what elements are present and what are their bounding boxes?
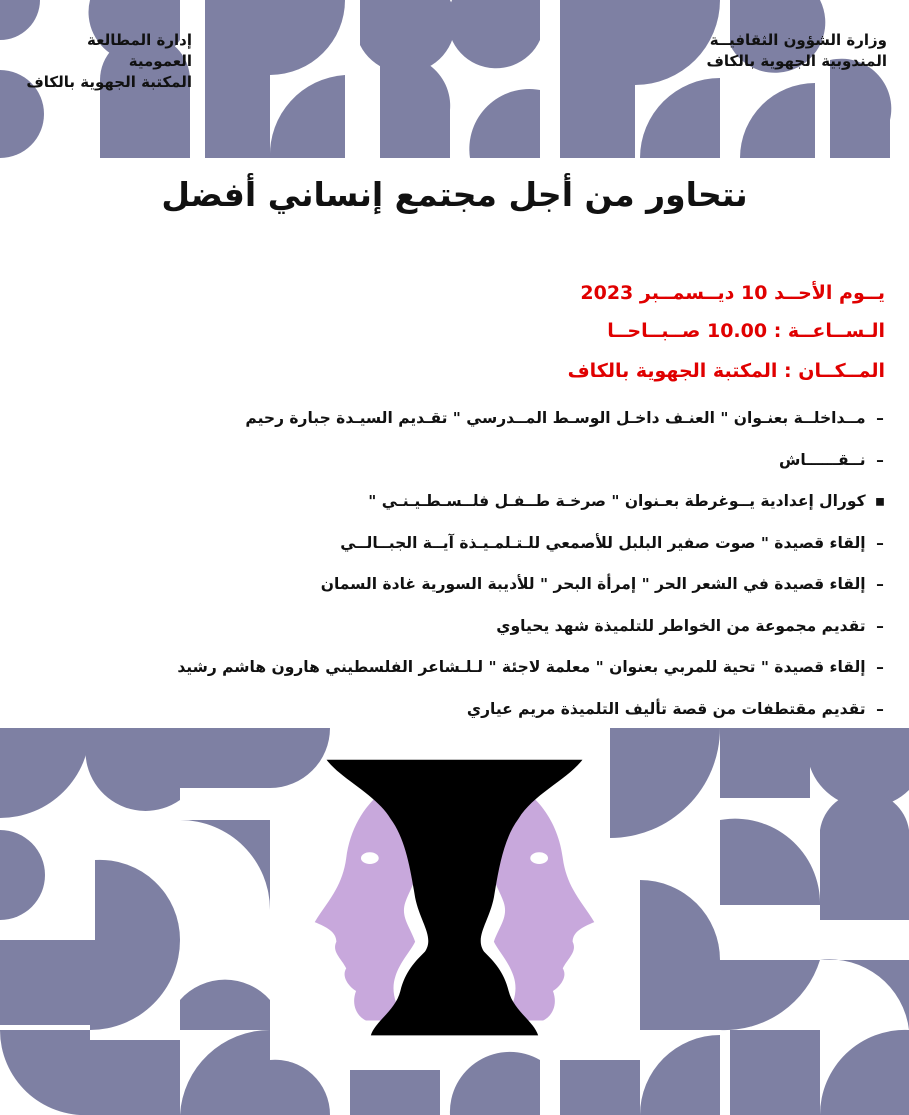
poster-title: نتحاور من أجل مجتمع إنساني أفضل: [161, 175, 748, 214]
agenda-bullet: ▪: [874, 492, 886, 510]
library-header-line2: المكتبة الجهوية بالكاف: [26, 73, 192, 91]
agenda-bullet: –: [876, 450, 884, 469]
agenda-bullet: –: [876, 575, 884, 593]
agenda-bullet: –: [876, 409, 884, 427]
agenda-item: [29, 564, 889, 606]
library-header-line1: إدارة المطالعة العمومية: [87, 31, 192, 70]
agenda-item-text: كورال إعدادية يــوغرطة بعـنوان " صرخـة طــفـل فلــسـطـيـنـي ": [368, 492, 866, 510]
agenda-item-text: تقديم مجموعة من الخواطر للتلميذة شهد يحياوي: [496, 616, 866, 635]
library-header: [22, 30, 192, 93]
agenda-bullet: –: [876, 699, 884, 718]
agenda-item-text: إلقاء قصيدة " صوت صفير البلبل للأصمعي للـتـلمـيـذة آيــة الجبــالــي: [340, 533, 866, 552]
agenda-item: [29, 398, 889, 440]
event-date: يــوم الأحــد 10 ديــسمــبر 2023: [580, 282, 885, 304]
agenda-item-text: إلقاء قصيدة في الشعر الحر " إمرأة البحر " للأديبة السورية غادة السمان: [320, 575, 866, 593]
agenda-item-text: إلقاء قصيدة " تحية للمربي بعنوان " معلمة لاجئة " لـلـشاعر الفلسطيني هارون هاشم رشيد: [177, 658, 866, 676]
ministry-header-line2: المندوبية الجهوية بالكاف: [706, 52, 887, 70]
left-face-eye: [361, 852, 379, 864]
agenda-item: [29, 689, 889, 731]
agenda-bullet: –: [876, 616, 884, 635]
event-time: الـســاعــة : 10.00 صــبــاحــا: [607, 320, 885, 342]
agenda-item: [29, 481, 889, 523]
ministry-header: [687, 30, 887, 72]
agenda-item: [29, 647, 889, 689]
vase-faces-illustration: [297, 740, 612, 1055]
agenda-item-text: مــداخلــة بعنـوان " العنـف داخـل الوسـط المــدرسي " تقـديم السيـدة جبارة رحيم: [245, 409, 866, 427]
event-place: المــكــان : المكتبة الجهوية بالكاف: [567, 360, 885, 382]
agenda-item: [29, 440, 889, 482]
ministry-header-line1: وزارة الشؤون الثقافيــة: [709, 31, 887, 49]
agenda-bullet: –: [876, 658, 884, 676]
agenda-item: [29, 606, 889, 648]
agenda-item-text: تقديم مقتطفات من قصة تأليف التلميذة مريم عياري: [466, 699, 866, 718]
agenda-bullet: –: [876, 533, 884, 552]
agenda-item: [29, 523, 889, 565]
agenda-item-text: نــقــــــاش: [779, 450, 866, 469]
right-face-eye: [530, 852, 548, 864]
agenda-list: [29, 398, 889, 730]
